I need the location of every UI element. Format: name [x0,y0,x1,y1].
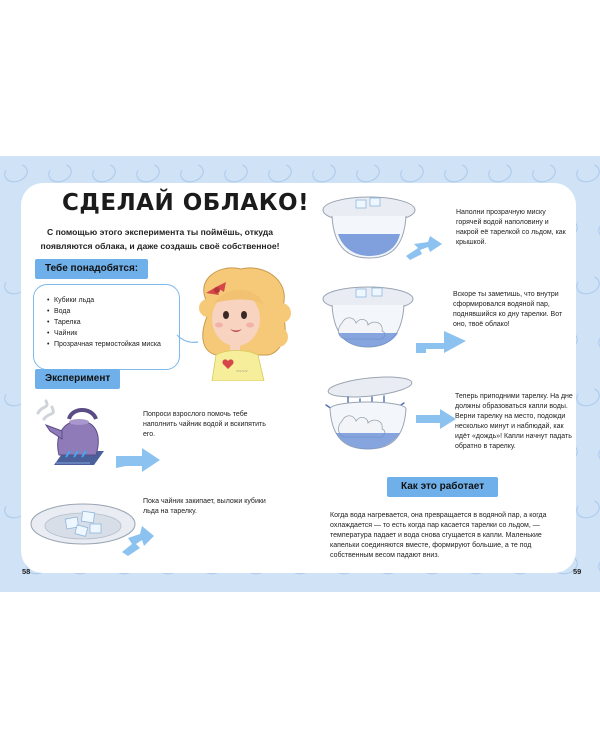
supplies-list [34,285,179,350]
list-item: • Прозрачная термостойкая миска [48,339,179,350]
tornado-pattern-icon [486,161,514,186]
page-title: СДЕЛАЙ ОБЛАКО! [62,190,310,216]
tornado-pattern-icon [134,161,162,186]
girl-illustration [186,263,298,381]
arrow-icon [414,407,458,431]
step-2-text: Пока чайник закипает, выложи кубики льда на тарелку. [143,498,266,515]
tornado-pattern-icon [574,273,600,298]
needs-label: Тебе понадобятся: [35,259,148,279]
page-number-right: 59 [573,567,582,576]
tornado-pattern-icon [574,385,600,410]
intro-text: С помощью этого эксперимента ты поймёшь, откуда появляются облака, и даже создашь своё собственное! [40,227,280,251]
step-5-text: Теперь приподними тарелку. На дне должны образоваться капли воды. Верни тарелку на место, подожди несколько минут и наблюдай, как идёт «дождь»! Капли начнут падать обратно в тарелку. [455,393,573,450]
tornado-pattern-icon [442,161,470,186]
tornado-pattern-icon [354,161,382,186]
tornado-pattern-icon [596,217,600,242]
tornado-pattern-icon [574,161,600,186]
page-number-left: 58 [22,567,31,576]
explanation-text: Когда вода нагревается, она превращается в водяной пар, а когда охлаждается — то есть когда пар касается тарелки со льдом, — температура падает и вода снова сгущается в капли. Маленькие капельки соединяются вместе, формируют большие, а те под собственным весом падают вниз. [330,512,547,559]
tornado-pattern-icon [530,161,558,186]
bowl-lifted-plate-illustration [318,375,416,455]
tornado-pattern-icon [574,497,600,522]
tornado-pattern-icon [596,329,600,354]
tornado-pattern-icon [310,161,338,186]
tornado-pattern-icon [2,161,30,186]
step-3-text: Наполни прозрачную миску горячей водой наполовину и накрой её тарелкой со льдом, как крышкой. [456,209,566,246]
list-item: • Кубики льда [48,295,179,306]
arrow-icon [404,234,444,260]
tornado-pattern-icon [46,161,74,186]
svg-text:~~~~: ~~~~ [236,369,248,375]
tornado-pattern-icon [90,161,118,186]
arrow-icon [118,522,158,556]
bowl-with-vapor-illustration [320,283,416,353]
arrow-icon [414,327,468,357]
step-1-text: Попроси взрослого помочь тебе наполнить чайник водой и вскипятить его. [143,411,266,438]
supplies-bubble [33,284,180,370]
tornado-pattern-icon [398,161,426,186]
kettle-illustration [34,395,114,475]
tornado-pattern-icon [222,161,250,186]
arrow-icon [112,440,164,472]
tornado-pattern-icon [596,441,600,466]
experiment-label: Эксперимент [35,369,120,389]
tornado-pattern-icon [266,161,294,186]
how-it-works-label: Как это работает [387,477,498,497]
list-item: • Тарелка [48,317,179,328]
list-item: • Вода [48,306,179,317]
list-item: • Чайник [48,328,179,339]
step-4-text: Вскоре ты заметишь, что внутри сформировался водяной пар, поднявшийся ко дну тарелки. Вот оно, твоё облако! [453,291,563,328]
tornado-pattern-icon [596,553,600,578]
tornado-pattern-icon [178,161,206,186]
